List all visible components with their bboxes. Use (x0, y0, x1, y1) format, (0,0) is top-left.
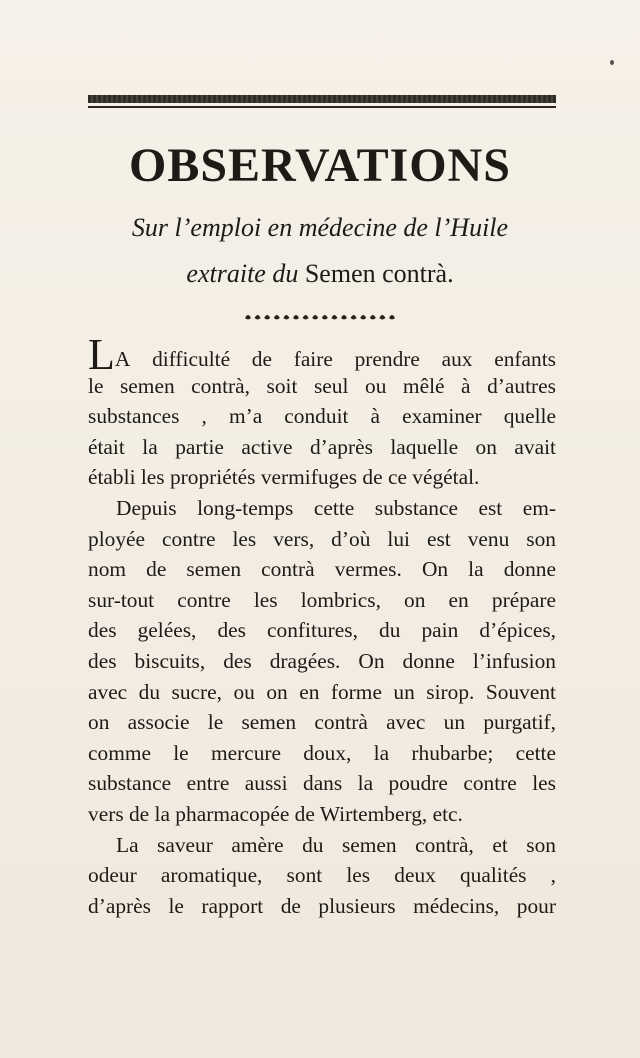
text-line: des biscuits, des dragées. On donne l’infusion (88, 648, 556, 673)
fleuron-mark (379, 315, 385, 320)
text-line: des gelées, des confitures, du pain d’épices, (88, 618, 556, 643)
paragraph-3 (88, 830, 556, 922)
paragraph-2 (88, 493, 556, 830)
text-line (88, 330, 556, 379)
text-line: ployée contre les vers, d’où lui est venu son (88, 526, 556, 551)
fleuron-mark (264, 315, 270, 320)
subtitle-line-2 (0, 258, 640, 290)
drop-cap: L (88, 330, 115, 379)
subtitle-italic: extraite du (186, 259, 299, 288)
fleuron-mark (370, 315, 376, 320)
paragraph-1 (88, 330, 556, 493)
decorative-rule (88, 95, 556, 103)
fleuron-mark (351, 315, 357, 320)
subtitle-line-1: Sur l’emploi en médecine de l’Huile (131, 213, 509, 242)
text-line: Depuis long-temps cette substance est em- (116, 495, 556, 520)
fleuron-mark (255, 315, 261, 320)
fleuron-mark (312, 315, 318, 320)
fleuron-mark (331, 315, 337, 320)
text-line: le semen contrà, soit seul ou mêlé à d’autres (88, 373, 556, 398)
text-line: sur-tout contre les lombrics, on en prépare (88, 587, 556, 612)
subtitle-roman: Semen contrà. (304, 259, 454, 288)
text-line: était la partie active d’après laquelle on avait (88, 434, 556, 459)
fleuron-mark (293, 315, 299, 320)
text-line: comme le mercure doux, la rhubarbe; cette (88, 740, 556, 765)
text-line: substance entre aussi dans la poudre contre les (88, 771, 556, 796)
text-line: établi les propriétés vermifuges de ce végétal. (88, 465, 480, 490)
text-line: avec du sucre, ou on en forme un sirop. Souvent (88, 679, 556, 704)
fleuron-mark (303, 315, 309, 320)
text-line: odeur aromatique, sont les deux qualités , (88, 863, 556, 888)
text-line: vers de la pharmacopée de Wirtemberg, etc. (88, 801, 463, 826)
line-text: difficulté de faire prendre aux enfants (152, 347, 556, 371)
text-line: substances , m’a conduit à examiner quelle (88, 404, 556, 429)
ink-speck (610, 60, 614, 65)
first-word-rest: A (114, 347, 131, 371)
text-line: d’après le rapport de plusieurs médecins, pour (88, 893, 556, 918)
text-line: nom de semen contrà vermes. On la donne (88, 557, 556, 582)
fleuron-mark (322, 315, 328, 320)
text-line: La saveur amère du semen contrà, et son (116, 832, 556, 857)
body-text (88, 330, 556, 921)
page-title: OBSERVATIONS (128, 139, 511, 192)
fleuron-mark (360, 315, 366, 320)
decorative-rule-thin (88, 106, 556, 108)
ornament-divider-icon (243, 312, 401, 322)
fleuron-mark (283, 315, 289, 320)
fleuron-mark (245, 315, 251, 320)
text-line: on associe le semen contrà avec un purgatif, (88, 710, 556, 735)
fleuron-mark (389, 315, 395, 320)
fleuron-mark (341, 315, 347, 320)
fleuron-mark (274, 315, 280, 320)
